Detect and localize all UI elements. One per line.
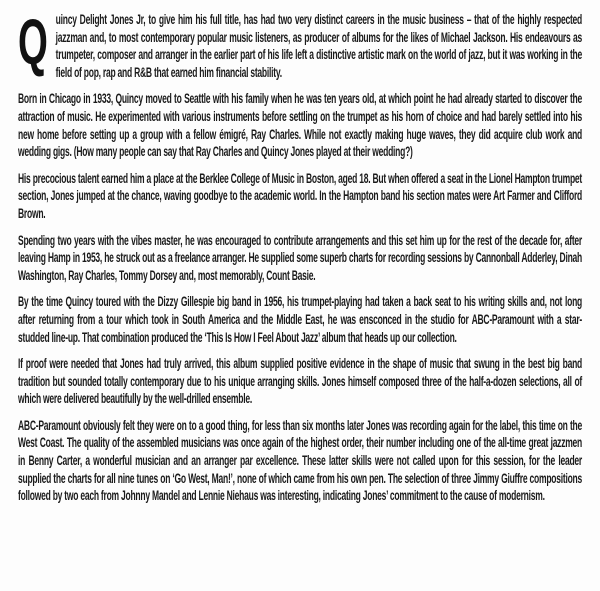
paragraph-go-west: ABC-Paramount obviously felt they were on to a good thing, for less than six months later Jones was recording again for the label, this time on the West Coast. The quality of the assembled musicians was once again of the highest order, their number including one of the all-time great jazzmen in Benny Carter, a wonderful musician and an arranger par excellence. These latter skills were not called upon for this session, for the leader supplied the charts for all nine tunes on ‘Go West, Man!’, none of which came from his own pen. The selection of three Jimmy Giuffre compositions followed by two each from Johnny Mandel and Lennie Niehaus was interesting, indicating Jones’ commitment to the cause of modernism.	[18, 417, 582, 505]
paragraph-intro-text: uincy Delight Jones Jr, to give him his full title, has had two very distinct careers in the music business – that of the highly respected jazzman and, to most contemporary popular music listeners, as producer of albums for the likes of Michael Jackson. His endeavours as trumpeter, composer and arranger in the earlier part of his life left a distinctive artistic mark on the world of jazz, but it was working in the field of pop, rap and R&B that earned him financial stability.	[55, 12, 582, 81]
paragraph-gillespie: By the time Quincy toured with the Dizzy Gillespie big band in 1956, his trumpet-playing had taken a back seat to his writing skills and, not long after returning from a tour which took in South America and the Middle East, he was ensconced in the studio for ABC-Paramount with a star-studded line-up. That combination produced the ‘This Is How I Feel About Jazz’ album that heads up our collection.	[18, 294, 582, 346]
paragraph-proof: If proof were needed that Jones had truly arrived, this album supplied positive evidence in the shape of music that swung in the best big band tradition but sounded totally contemporary due to his unique arranging skills. Jones himself composed three of the half-a-dozen selections, all of which were delivered beautifully by the well-drilled ensemble.	[18, 356, 582, 408]
paragraph-berklee: His precocious talent earned him a place at the Berklee College of Music in Boston, aged 18. But when offered a seat in the Lionel Hampton trumpet section, Jones jumped at the chance, waving goodbye to the academic world. In the Hampton band his section mates were Art Farmer and Clifford Brown.	[18, 170, 582, 222]
paragraph-intro	[18, 6, 582, 82]
paragraph-freelance: Spending two years with the vibes master, he was encouraged to contribute arrangements and this set him up for the rest of the decade for, after leaving Hamp in 1953, he struck out as a freelance arranger. He supplied some superb charts for recording sessions by Cannonball Adderley, Dinah Washington, Ray Charles, Tommy Dorsey and, most memorably, Count Basie.	[18, 232, 582, 284]
drop-cap-letter: Q	[18, 6, 48, 78]
paragraph-chicago: Born in Chicago in 1933, Quincy moved to Seattle with his family when he was ten years old, at which point he had already started to discover the attraction of music. He experimented with various instruments before settling on the trumpet as his horn of choice and had barely settled into his new home before setting up a group with a fellow émigré, Ray Charles. While not exactly making huge waves, they did acquire club work and wedding gigs. (How many people can say that Ray Charles and Quincy Jones played at their wedding?)	[18, 91, 582, 161]
